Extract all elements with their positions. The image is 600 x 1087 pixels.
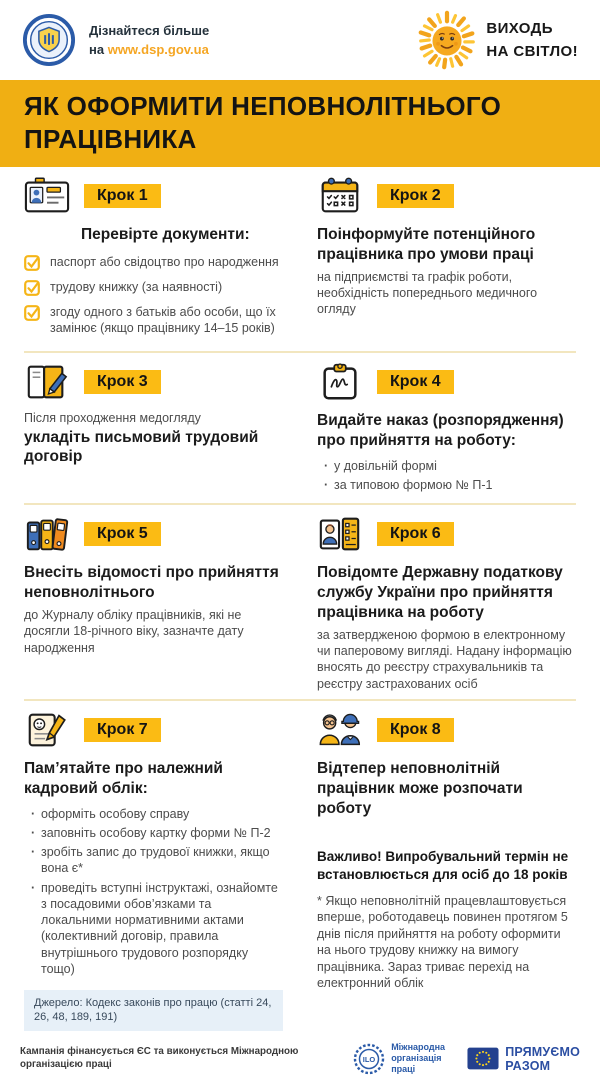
step-badge: Крок 3 — [84, 370, 161, 394]
funding-statement: Кампанія фінансується ЄС та виконується Міжнародною організацією праці — [20, 1046, 299, 1070]
checkbox-check-icon — [24, 280, 40, 296]
ilo-monogram: ILO — [362, 1054, 376, 1064]
step-5 — [24, 514, 283, 691]
bullet-item: · проведіть вступні інструктажі, ознайомте з посадовими обов’язками та локальними нормативними актами (колективний договір, правила внутрішнього трудового розпорядку тощо) — [31, 880, 283, 978]
step-badge: Крок 4 — [377, 370, 454, 394]
ilo-logo-icon — [353, 1043, 385, 1075]
step-heading: Внесіть відомості про прийняття неповнолітнього — [24, 564, 279, 602]
step-heading: укладіть письмовий трудовий договір — [24, 428, 259, 466]
step-heading: Видайте наказ (розпорядження) про прийняття на роботу: — [317, 412, 564, 450]
checkbox-check-icon — [24, 255, 40, 271]
ilo-brand — [353, 1042, 453, 1076]
step-text: на підприємстві та графік роботи, необхідність попереднього медичного огляду — [317, 269, 538, 317]
order-forms-list — [317, 458, 492, 497]
dsp-service-logo-icon — [22, 13, 76, 67]
campaign-slogan: ВИХОДЬ НА СВІТЛО! — [486, 19, 578, 60]
hr-records-list — [24, 806, 283, 981]
checklist-item: згоду одного з батьків або особи, що їх замінює (якщо працівнику 14–15 років) — [24, 304, 283, 337]
calendar-icon — [317, 176, 363, 216]
steps-row-2 — [24, 353, 576, 503]
eu-campaign-label: ПРЯМУЄМО РАЗОМ — [505, 1044, 580, 1073]
step-6 — [317, 514, 576, 691]
on-label: на — [89, 42, 108, 57]
binders-icon — [24, 514, 70, 554]
step-badge: Крок 5 — [84, 522, 161, 546]
step-1 — [24, 176, 283, 344]
checklist-item: трудову книжку (за наявності) — [24, 279, 283, 296]
step-text: до Журналу обліку працівників, які не досягли 18-річного віку, зазначте дату народження — [24, 608, 244, 655]
bullet-item: · зробіть запис до трудової книжки, якщо вона є* — [31, 844, 283, 877]
id-card-icon — [24, 176, 70, 216]
campaign-brand — [417, 10, 578, 70]
step-8 — [317, 710, 576, 1031]
checkbox-check-icon — [24, 305, 40, 321]
step-4 — [317, 362, 576, 496]
person-form-icon — [317, 514, 363, 554]
sun-mascot-icon — [417, 10, 477, 70]
bullet-item: · у довільній формі — [324, 458, 492, 474]
learn-more-label: Дізнайтеся більше — [89, 22, 210, 38]
header-learn-more — [89, 21, 209, 60]
title-band — [0, 80, 600, 167]
step-heading: Перевірте документи: — [81, 226, 250, 243]
notebook-pen-icon — [24, 362, 70, 402]
header — [0, 0, 600, 80]
steps-row-1 — [24, 167, 576, 351]
page-title: ЯК ОФОРМИТИ НЕПОВНОЛІТНЬОГО ПРАЦІВНИКА — [24, 91, 502, 154]
steps-row-4 — [24, 701, 576, 1038]
eu-flag-icon — [467, 1047, 499, 1070]
eu-brand — [467, 1045, 580, 1073]
steps-content — [0, 167, 600, 1038]
step-7 — [24, 710, 283, 1031]
important-notice: Важливо! Випробувальний термін не встановлюється для осіб до 18 років — [317, 849, 569, 882]
workers-icon — [317, 710, 363, 750]
step-pre-text: Після проходження медогляду — [24, 411, 201, 426]
checklist-item: паспорт або свідоцтво про народження — [24, 254, 283, 271]
clipboard-icon — [317, 362, 363, 402]
step-2 — [317, 176, 576, 344]
step-3 — [24, 362, 283, 496]
bullet-item: · за типовою формою № П-1 — [324, 477, 492, 493]
step-heading: Відтепер неповнолітній працівник може розпочати роботу — [317, 759, 523, 817]
step-badge: Крок 1 — [84, 184, 161, 208]
bullet-item: · оформіть особову справу — [31, 806, 283, 822]
personnel-file-icon — [24, 710, 70, 750]
steps-row-3 — [24, 505, 576, 698]
step-badge: Крок 8 — [377, 718, 454, 742]
documents-checklist — [24, 254, 283, 345]
step-heading: Поінформуйте потенційного працівника про умови праці — [317, 226, 536, 263]
source-note: Джерело: Кодекс законів про працю (статті 24, 26, 48, 189, 191) — [24, 990, 283, 1031]
dsp-website-link[interactable]: www.dsp.gov.ua — [107, 42, 209, 57]
ilo-label: Міжнародна організація праці — [391, 1041, 446, 1075]
step-heading: Повідомте Державну податкову службу України про прийняття працівника на роботу — [317, 564, 563, 622]
footer — [0, 1038, 600, 1087]
step-badge: Крок 2 — [377, 184, 454, 208]
step-heading: Пам’ятайте про належний кадровий облік: — [24, 759, 223, 797]
footnote-text: * Якщо неповнолітній працевлаштовується вперше, роботодавець повинен протягом 5 днів після прийняття на роботу оформити на нього трудову книжку на вимогу працівника. Зараз триває перехід на електронний облік — [317, 893, 568, 991]
step-text: за затвердженою формою в електронному чи паперовому вигляді. Надану інформацію вносять до реєстру страхувальників та реєстру застрахованих осіб — [317, 627, 572, 691]
step-badge: Крок 7 — [84, 718, 161, 742]
step-badge: Крок 6 — [377, 522, 454, 546]
bullet-item: · заповніть особову картку форми № П-2 — [31, 825, 283, 841]
